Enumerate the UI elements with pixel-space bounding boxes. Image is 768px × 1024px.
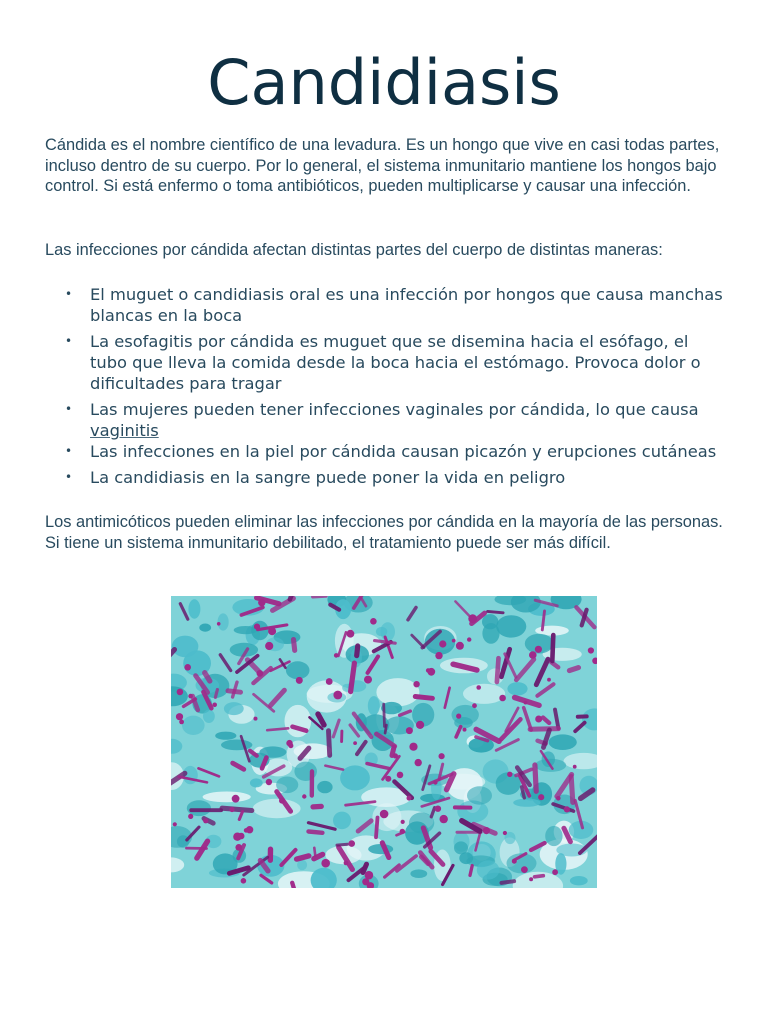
micrograph-hypha	[309, 832, 323, 833]
micrograph-yeast-bud	[409, 743, 417, 751]
micrograph-yeast-bud	[524, 701, 528, 705]
micrograph-cell	[188, 599, 200, 618]
micrograph-yeast-bud	[427, 668, 435, 676]
micrograph-clear-patch	[376, 678, 419, 706]
list-item-text: Las mujeres pueden tener infecciones vaginales por cándida, lo que causa	[90, 400, 699, 419]
micrograph-yeast-bud	[279, 798, 285, 804]
micrograph-cell	[549, 734, 577, 750]
micrograph-cell	[467, 786, 492, 804]
micrograph-clear-patch	[203, 792, 251, 803]
micrograph-cell	[496, 615, 526, 637]
micrograph-yeast-bud	[173, 822, 177, 826]
micrograph-yeast-bud	[296, 677, 303, 684]
micrograph-yeast-bud	[535, 646, 542, 653]
micrograph-yeast-bud	[468, 614, 477, 623]
micrograph-yeast-bud	[456, 642, 464, 650]
micrograph-yeast-bud	[333, 691, 342, 700]
micrograph-yeast-bud	[439, 753, 445, 759]
micrograph-yeast-bud	[416, 721, 424, 729]
micrograph-yeast-bud	[257, 670, 264, 677]
micrograph-yeast-bud	[467, 637, 471, 641]
micrograph-clear-patch	[463, 684, 505, 704]
micrograph-hypha	[314, 854, 323, 858]
micrograph-yeast-bud	[556, 796, 561, 801]
micrograph-yeast-bud	[463, 728, 467, 732]
micrograph-cell	[286, 661, 310, 679]
micrograph-yeast-bud	[407, 796, 412, 801]
micrograph-yeast-bud	[380, 810, 389, 819]
micrograph-cell	[570, 876, 588, 885]
micrograph-yeast-bud	[229, 807, 234, 812]
micrograph-hypha	[569, 668, 578, 671]
micrograph-hypha	[329, 731, 330, 756]
micrograph-yeast-bud	[254, 624, 260, 630]
micrograph-cell	[410, 869, 427, 878]
micrograph-yeast-bud	[188, 814, 193, 819]
micrograph-yeast-bud	[397, 772, 404, 779]
lead-paragraph: Las infecciones por cándida afectan distintas partes del cuerpo de distintas maneras:	[45, 241, 663, 259]
micrograph-yeast-bud	[435, 806, 441, 812]
micrograph-cell	[276, 777, 298, 794]
list-item	[45, 284, 725, 326]
micrograph-clear-patch	[253, 799, 301, 819]
micrograph-hypha	[535, 876, 544, 877]
micrograph-yeast-bud	[413, 681, 419, 687]
micrograph-hypha	[313, 596, 326, 597]
micrograph-yeast-bud	[370, 618, 377, 625]
micrograph-yeast-bud	[472, 703, 477, 708]
micrograph-yeast-bud	[452, 639, 456, 643]
infection-list	[45, 284, 725, 488]
bullet-icon: •	[65, 402, 73, 416]
micrograph-yeast-bud	[232, 795, 240, 803]
micrograph-yeast-bud	[529, 877, 533, 881]
micrograph-cell	[221, 740, 252, 751]
micrograph-yeast-bud	[258, 599, 265, 606]
micrograph-yeast-bud	[353, 741, 357, 745]
micrograph-yeast-bud	[476, 685, 481, 690]
micrograph-yeast-bud	[512, 859, 517, 864]
micrograph-hypha	[415, 697, 432, 699]
micrograph-cell	[259, 746, 286, 757]
micrograph-yeast-bud	[268, 627, 276, 635]
micrograph-hypha	[376, 818, 378, 838]
bullet-icon: •	[65, 334, 73, 348]
micrograph-hypha	[470, 866, 472, 876]
micrograph-cell	[250, 778, 263, 787]
micrograph-yeast-bud	[440, 815, 448, 823]
micrograph-hypha	[385, 725, 386, 733]
micrograph-hypha	[571, 777, 573, 803]
micrograph-yeast-bud	[212, 703, 217, 708]
micrograph-yeast-bud	[347, 630, 355, 638]
micrograph-hypha	[357, 646, 358, 656]
micrograph-yeast-bud	[401, 820, 405, 824]
micrograph-yeast-bud	[177, 689, 184, 696]
micrograph-hypha	[530, 729, 558, 730]
micrograph-hypha	[314, 848, 315, 856]
micrograph-yeast-bud	[233, 833, 241, 841]
micrograph-yeast-bud	[415, 759, 422, 766]
micrograph-yeast-bud	[265, 642, 273, 650]
micrograph-cell	[317, 781, 332, 793]
bullet-icon: •	[65, 444, 73, 458]
list-item	[45, 467, 725, 488]
micrograph-hypha	[552, 635, 553, 661]
micrograph-yeast-bud	[400, 829, 405, 834]
bullet-icon: •	[65, 470, 73, 484]
micrograph-yeast-bud	[439, 640, 446, 647]
list-item	[45, 441, 725, 462]
micrograph-yeast-bud	[535, 716, 542, 723]
micrograph-yeast-bud	[217, 622, 221, 626]
micrograph-cell	[224, 702, 244, 715]
micrograph-yeast-bud	[266, 779, 272, 785]
micrograph-hypha	[215, 690, 217, 698]
micrograph-yeast-bud	[302, 794, 306, 798]
vaginitis-link[interactable]: vaginitis	[90, 421, 159, 440]
micrograph-cell	[368, 696, 380, 715]
micrograph-yeast-bud	[184, 664, 191, 671]
list-item-text: El muguet o candidiasis oral es una infección por hongos que causa manchas blancas en la boca	[90, 285, 723, 325]
micrograph-yeast-bud	[507, 772, 512, 777]
micrograph-yeast-bud	[288, 743, 293, 748]
micrograph-cell	[545, 826, 562, 846]
micrograph-yeast-bud	[456, 714, 461, 719]
micrograph-hypha	[222, 808, 252, 810]
micrograph-yeast-bud	[483, 827, 490, 834]
micrograph-yeast-bud	[573, 765, 577, 769]
micrograph-drawing	[171, 596, 597, 888]
micrograph-yeast-bud	[503, 831, 507, 835]
micrograph-hypha	[294, 640, 295, 651]
micrograph-cell	[203, 710, 215, 723]
micrograph-yeast-bud	[203, 818, 208, 823]
micrograph-hypha	[384, 704, 385, 726]
micrograph-yeast-bud	[552, 869, 558, 875]
micrograph-yeast-bud	[433, 780, 437, 784]
micrograph-cell	[340, 765, 370, 790]
micrograph-cell	[513, 799, 540, 807]
intro-paragraph: Cándida es el nombre científico de una levadura. Es un hongo que vive en casi todas partes, incluso dentro de su cuerpo. Por lo general, el sistema inmunitario mantiene los hongos bajo control. Si está enfermo o toma antibióticos, pueden multiplicarse y causar una infección.	[45, 136, 720, 196]
micrograph-yeast-bud	[176, 713, 183, 720]
micrograph-yeast-bud	[364, 676, 372, 684]
micrograph-yeast-bud	[241, 878, 247, 884]
micrograph-yeast-bud	[435, 652, 442, 659]
micrograph-cell	[507, 682, 527, 695]
micrograph-hypha	[502, 881, 515, 883]
bullet-icon: •	[65, 287, 73, 301]
micrograph-yeast-bud	[393, 753, 398, 758]
list-item-text: La esofagitis por cándida es muguet que se disemina hacia el esófago, el tubo que lleva la comida desde la boca hacia el estómago. Provoca dolor o dificultades para tragar	[90, 332, 701, 393]
micrograph-cell	[172, 636, 199, 658]
micrograph-yeast-bud	[344, 861, 349, 866]
micrograph-cell	[187, 800, 211, 816]
micrograph-hypha	[488, 611, 504, 612]
micrograph-hypha	[297, 856, 309, 859]
list-item-text: La candidiasis en la sangre puede poner la vida en peligro	[90, 468, 566, 487]
list-item	[45, 331, 725, 394]
micrograph-yeast-bud	[521, 866, 528, 873]
micrograph-cell	[215, 732, 236, 740]
micrograph-cell	[333, 812, 351, 830]
page-title: Candidiasis	[207, 46, 561, 119]
micrograph-yeast-bud	[188, 694, 193, 699]
micrograph-yeast-bud	[499, 695, 506, 702]
micrograph-yeast-bud	[385, 776, 391, 782]
micrograph-cell	[482, 614, 498, 629]
micrograph-hypha	[535, 765, 536, 791]
micrograph-yeast-bud	[326, 678, 333, 685]
micrograph-cell	[218, 613, 229, 630]
list-item-text: Las infecciones en la piel por cándida causan picazón y erupciones cutáneas	[90, 442, 717, 461]
micrograph-cell	[454, 841, 468, 854]
micrograph-yeast-bud	[362, 878, 369, 885]
micrograph-yeast-bud	[254, 717, 258, 721]
micrograph-cell	[199, 624, 211, 632]
list-item	[45, 399, 725, 441]
micrograph-yeast-bud	[538, 794, 544, 800]
micrograph-yeast-bud	[564, 806, 570, 812]
micrograph-yeast-bud	[406, 727, 413, 734]
closing-paragraph: Los antimicóticos pueden eliminar las infecciones por cándida en la mayoría de las personas. Si tiene un sistema inmunitario debilitado, el tratamiento puede ser más difícil.	[45, 513, 723, 552]
micrograph-yeast-bud	[179, 720, 184, 725]
micrograph-cell	[376, 627, 387, 636]
micrograph-yeast-bud	[588, 647, 594, 653]
micrograph-hypha	[313, 806, 321, 807]
micrograph-yeast-bud	[235, 844, 242, 851]
candida-micrograph-image	[171, 596, 597, 888]
micrograph-yeast-bud	[348, 840, 355, 847]
micrograph-yeast-bud	[334, 653, 339, 658]
micrograph-hypha	[337, 844, 347, 845]
micrograph-yeast-bud	[244, 828, 249, 833]
micrograph-cell	[477, 860, 500, 879]
micrograph-yeast-bud	[547, 678, 551, 682]
micrograph-yeast-bud	[321, 859, 330, 868]
micrograph-yeast-bud	[529, 651, 537, 659]
micrograph-cell	[182, 716, 205, 735]
micrograph-hypha	[497, 658, 499, 682]
